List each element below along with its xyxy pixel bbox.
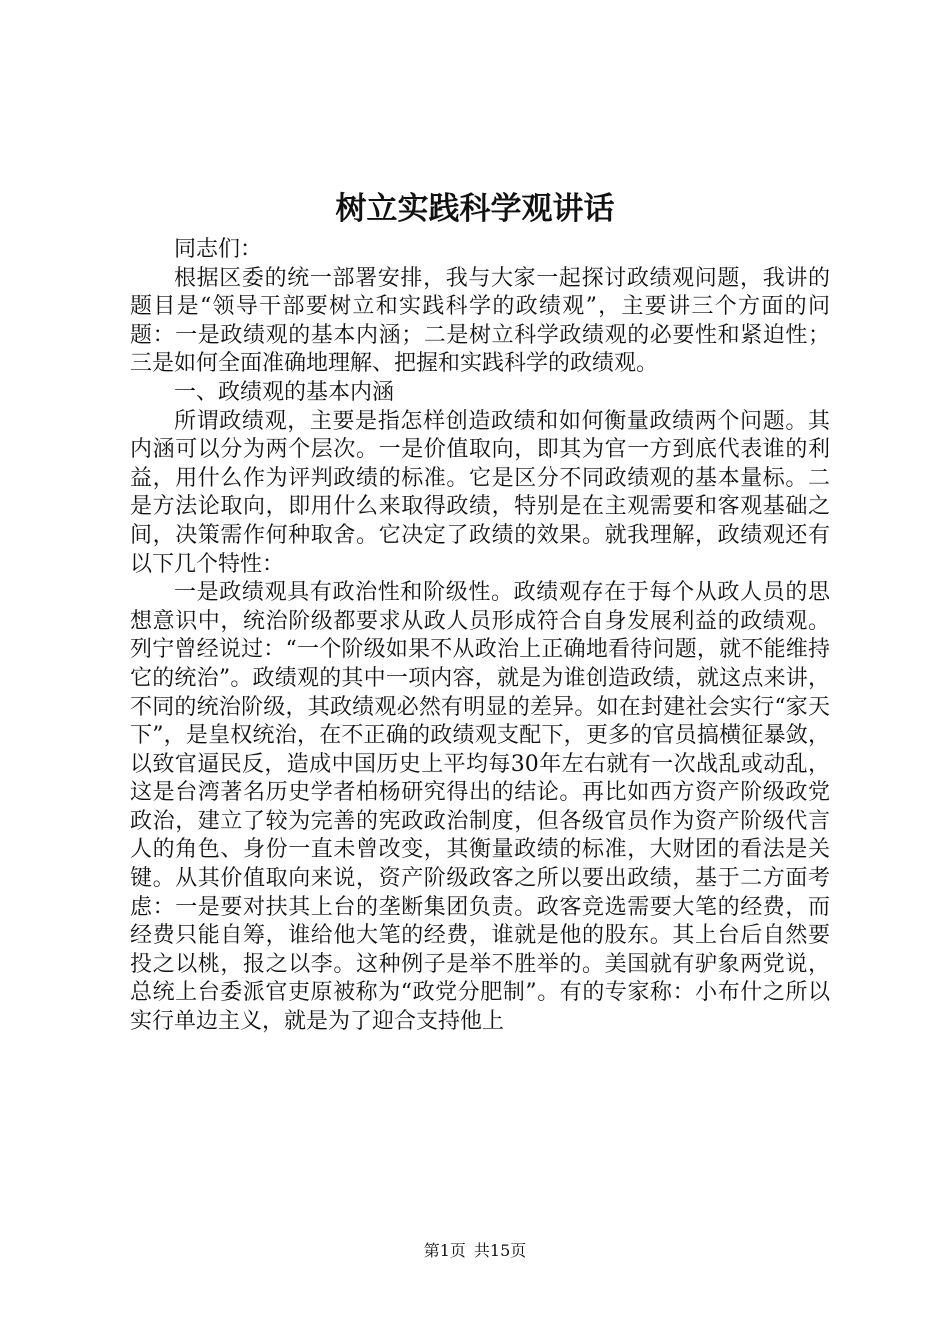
paragraph-definition: 所谓政绩观，主要是指怎样创造政绩和如何衡量政绩两个问题。其内涵可以分为两个层次。一是价值取向，即其为官一方到底代表谁的利益，用什么作为评判政绩的标准。它是区分不同政绩观的基本量标。二是方法论取向，即用什么来取得政绩，特别是在主观需要和客观基础之间，决策需作何种取舍。它决定了政绩的效果。就我理解，政绩观还有以下几个特性： — [130, 408, 830, 577]
page-number: 第1页 — [423, 1241, 466, 1260]
page-footer — [0, 1240, 950, 1262]
document-body — [130, 236, 830, 1037]
salutation: 同志们： — [174, 237, 263, 262]
section-heading: 一、政绩观的基本内涵 — [174, 379, 395, 405]
paragraph-characteristic-1: 一是政绩观具有政治性和阶级性。政绩观存在于每个从政人员的思想意识中，统治阶级都要求从政人员形成符合自身发展利益的政绩观。列宁曾经说过：“一个阶级如果不从政治上正确地看待问题，就不能维持它的统治”。政绩观的其中一项内容，就是为谁创造政绩，就这点来讲，不同的统治阶级，其政绩观必然有明显的差异。如在封建社会实行“家天下”，是皇权统治，在不正确的政绩观支配下，更多的官员搞横征暴敛，以致官逼民反，造成中国历史上平均每30年左右就有一次战乱或动乱，这是台湾著名历史学者柏杨研究得出的结论。再比如西方资产阶级政党政治，建立了较为完善的宪政政治制度，但各级官员作为资产阶级代言人的角色、身份一直未曾改变，其衡量政绩的标准，大财团的看法是关键。从其价值取向来说，资产阶级政客之所以要出政绩，基于二方面考虑：一是要对扶其上台的垄断集团负责。政客竞选需要大笔的经费，而经费只能自筹，谁给他大笔的经费，谁就是他的股东。其上台后自然要投之以桃，报之以李。这种例子是举不胜举的。美国就有驴象两党说，总统上台委派官吏原被称为“政党分肥制”。有的专家称：小布什之所以实行单边主义，就是为了迎合支持他上 — [130, 580, 830, 1035]
paragraph-intro: 根据区委的统一部署安排，我与大家一起探讨政绩观问题，我讲的题目是“领导干部要树立和实践科学的政绩观”，主要讲三个方面的问题：一是政绩观的基本内涵；二是树立科学政绩观的必要性和紧迫性；三是如何全面准确地理解、把握和实践科学的政绩观。 — [130, 265, 830, 377]
document-title: 树立实践科学观讲话 — [335, 191, 615, 227]
page-total: 共15页 — [473, 1241, 527, 1260]
